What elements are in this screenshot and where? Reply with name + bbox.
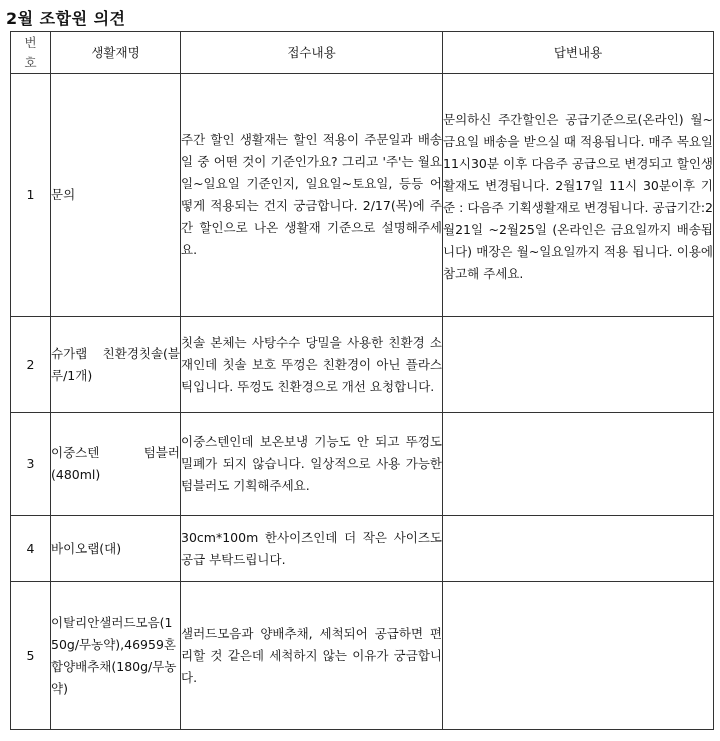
row-item: 문의 (51, 74, 181, 317)
header-item: 생활재명 (51, 32, 181, 74)
row-content: 샐러드모음과 양배추채, 세척되어 공급하면 편리할 것 같은데 세척하지 않는 이유가 궁금합니다. (181, 582, 443, 730)
row-item: 슈가랩 친환경칫솔(블루/1개) (51, 317, 181, 413)
row-answer (443, 582, 714, 730)
row-answer (443, 413, 714, 516)
row-content: 주간 할인 생활재는 할인 적용이 주문일과 배송일 중 어떤 것이 기준인가요? 그리고 '주'는 월요일~일요일 기준인지, 일요일~토요일, 등등 어떻게 적용되는 건지 궁금합니다. 2/17(목)에 주간 할인으로 나온 생활재 기준으로 설명해주세요. (181, 74, 443, 317)
row-number: 5 (11, 582, 51, 730)
row-content: 이중스텐인데 보온보냉 기능도 안 되고 뚜껑도 밀폐가 되지 않습니다. 일상적으로 사용 가능한 텀블러도 기획해주세요. (181, 413, 443, 516)
row-content: 칫솔 본체는 사탕수수 당밀을 사용한 친환경 소재인데 칫솔 보호 뚜껑은 친환경이 아닌 플라스틱입니다. 뚜껑도 친환경으로 개선 요청합니다. (181, 317, 443, 413)
table-row (11, 413, 714, 516)
row-number: 2 (11, 317, 51, 413)
header-answer: 답변내용 (443, 32, 714, 74)
header-number (11, 32, 51, 74)
row-answer (443, 317, 714, 413)
row-item: 이탈리안샐러드모음(150g/무농약),46959혼합양배추채(180g/무농약) (51, 582, 181, 730)
table-row (11, 74, 714, 317)
row-answer: 문의하신 주간할인은 공급기준으로(온라인) 월~금요일 배송을 받으실 때 적용됩니다. 매주 목요일 11시30분 이후 다음주 공급으로 변경되고 할인생활재도 변경됩니다. 2월17일 11시 30분이후 기준 : 다음주 기획생활재로 변경됩니다. 공급기간:2월21일 ~2월25일 (온라인은 금요일까지 배송됩니다) 매장은 월~일요일까지 적용 됩니다. 이용에 참고해 주세요. (443, 74, 714, 317)
header-number-line1: 번 (24, 34, 37, 50)
row-answer (443, 516, 714, 582)
row-number: 3 (11, 413, 51, 516)
row-content: 30cm*100m 한사이즈인데 더 작은 사이즈도 공급 부탁드립니다. (181, 516, 443, 582)
page-title: 2월 조합원 의견 (6, 9, 126, 28)
table-row (11, 582, 714, 730)
row-item: 바이오랩(대) (51, 516, 181, 582)
row-number: 4 (11, 516, 51, 582)
table-row (11, 317, 714, 413)
table-header-row (11, 32, 714, 74)
header-content: 접수내용 (181, 32, 443, 74)
table-row (11, 516, 714, 582)
header-number-line2: 호 (24, 54, 37, 70)
row-number: 1 (11, 74, 51, 317)
row-item: 이중스텐 텀블러(480ml) (51, 413, 181, 516)
opinions-table (10, 31, 714, 730)
